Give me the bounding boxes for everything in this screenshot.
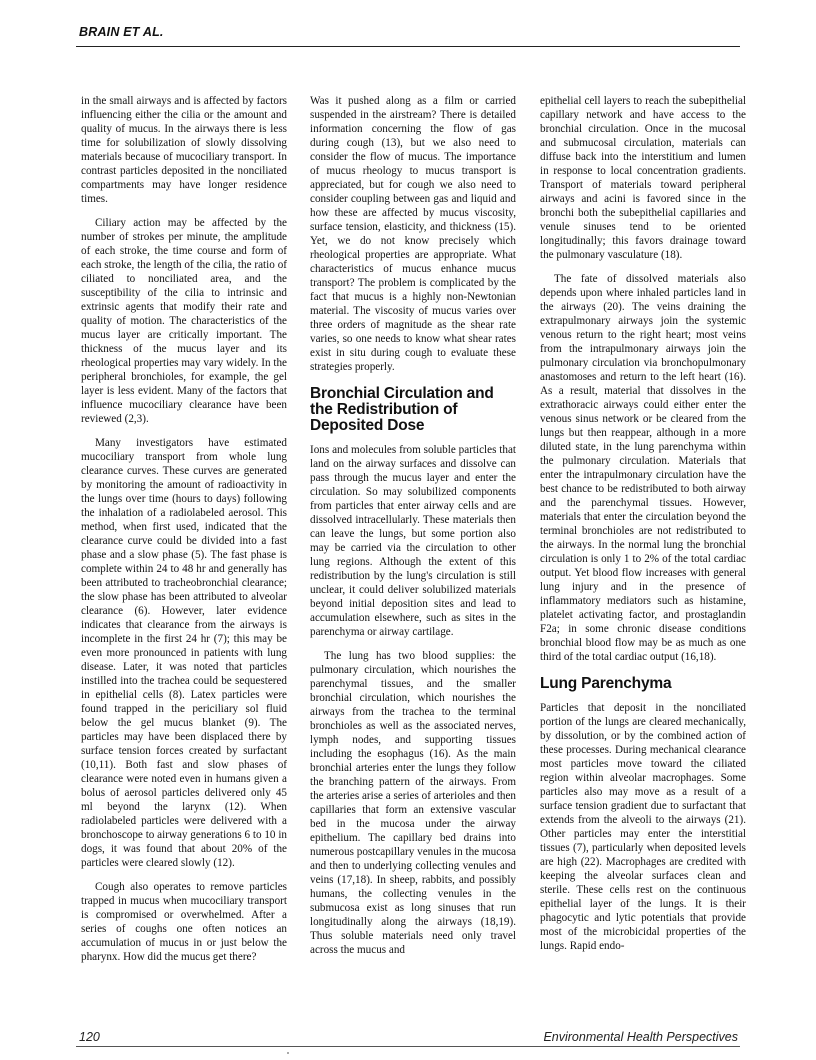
page-number: 120: [79, 1030, 100, 1044]
footer-rule: [76, 1046, 740, 1047]
section-heading: Bronchial Circulation and the Redistribution of Deposited Dose: [310, 385, 494, 434]
column-1: [81, 94, 287, 964]
paragraph: epithelial cell layers to reach the subepithelial capillary network and have access to the bronchial circulation. Once in the mucosal and submucosal circulation, materials can diffuse back into the interstitium and lumen in response to local concentration gradients. Transport of materials toward peripheral airways and acini is favored since in the bronchi both the subepithelial capillaries and venule sinuses tend to be oriented longitudinally; this favors drainage toward the pulmonary vasculature (18).: [540, 95, 746, 261]
paragraph: in the small airways and is affected by factors influencing either the cilia or the amount and quality of mucus. In the airways there is less time for solubilization of slowly dissolving materials because of mucociliary transport. In contrast particles deposited in the nonciliated compartments may have longer residence times.: [81, 95, 287, 205]
column-2: [310, 94, 516, 957]
column-3: [540, 94, 746, 953]
section-heading: Lung Parenchyma: [540, 675, 672, 692]
paragraph: The fate of dissolved materials also depends upon where inhaled particles land in the airways (20). The veins draining the extrapulmonary airways join the systemic venous return to the right heart; most veins from the intrapulmonary airways join the pulmonary circulation via bronchopulmonary anastomoses and return to the left heart (16). As a result, material that dissolves in the extrathoracic airways could either enter the venous sinus network or be cleared from the lungs but then reappear, although in a more diluted state, in the lung parenchyma within the pulmonary circulation. Materials that enter the intrapulmonary circulation have the best chance to be redistributed to both airway and the parenchymal tissues. However, materials that enter the circulation beyond the terminal bronchioles are not redistributed to the airways. In the normal lung the bronchial circulation is only 1 to 2% of the total cardiac output. Yet blood flow increases with general lung injury and in the presence of inflammatory mediators such as histamine, platelet activating factor, and prostaglandin F2a; in some chronic disease conditions bronchial blood flow may be as much as one third of the total cardiac output (16,18).: [540, 273, 746, 663]
running-head: BRAIN ET AL.: [79, 25, 164, 39]
paragraph: Ions and molecules from soluble particles that land on the airway surfaces and dissolve can pass through the mucus layer and enter the circulation. So may solubilized components from particles that enter airway cells and are dissolved intracellularly. These materials then can leave the lungs, but some portion also may be carried via the circulation to other lung regions. Although the extent of this redistribution by the lung's circulation is still unclear, it could deliver solubilized materials beyond initial deposition sites and lead to accumulation elsewhere, such as sites in the parenchyma or airway cartilage.: [310, 444, 516, 638]
paragraph: Cough also operates to remove particles trapped in mucus when mucociliary transport is compromised or overwhelmed. After a series of coughs one often notices an accumulation of mucus in or just below the pharynx. How did the mucus get there?: [81, 881, 287, 963]
paragraph: Many investigators have estimated mucociliary transport from whole lung clearance curves. These curves are generated by monitoring the amount of radioactivity in the lungs over time (hours to days) following the inhalation of a radiolabeled aerosol. This method, when first used, indicated that the clearance curve could be divided into a fast phase and a slow phase (5). The fast phase is complete within 24 to 48 hr and generally has been attributed to tracheobronchial clearance; the slow phase has been attributed to alveolar clearance (6). However, later evidence indicates that clearance from the airways is incomplete in the first 24 hr (7); this may be even more pronounced in patients with lung disease. Later, it was noted that particles instilled into the trachea could be sequestered in epithelial cells (8). Latex particles were found trapped in the periciliary sol fluid below the gel mucus blanket (9). The particles may have been displaced there by surface tension forces created by surfactant (10,11). Both fast and slow phases of clearance were noted even in humans given a bolus of aerosol particles delivered only 45 ml beyond the larynx (12). When radiolabeled particles were delivered with a bronchoscope to airway generations 6 to 10 in dogs, it was found that about 20% of the particles were cleared slowly (12).: [81, 437, 287, 869]
paragraph: The lung has two blood supplies: the pulmonary circulation, which nourishes the parenchymal tissues, and the smaller bronchial circulation, which nourishes the airways from the trachea to the terminal bronchioles as well as the associated nerves, lymph nodes, and supporting tissues including the esophagus (16). As the main bronchial arteries enter the lungs they follow the branching pattern of the airways. From the arteries arise a series of arterioles and then capillaries that form an extensive vascular bed in the mucosa under the airway epithelium. The capillary bed drains into numerous postcapillary venules in the mucosa and then to underlying collecting venules and veins (17,18). In sheep, rabbits, and possibly humans, the collecting venules in the submucosa exist as long sinuses that run longitudinally along the airways (18,19). Thus soluble materials need only travel across the mucus and: [310, 650, 517, 956]
paragraph: Particles that deposit in the nonciliated portion of the lungs are cleared mechanically, by dissolution, or by the combined action of these processes. During mechanical clearance most particles move toward the ciliated region within alveolar macrophages. Some particles also may move as a result of a surface tension gradient due to surfactant that extends from the alveoli to the airways (21). Other particles may enter the interstitial tissues (7), particularly when deposited levels are high (22). Macrophages are credited with keeping the alveolar surfaces clean and sterile. These cells rest on the continuous epithelial layer of the lungs. It is their phagocytic and lytic potentials that provide most of the microbicidal properties of the lungs. Rapid endo-: [540, 702, 746, 952]
paragraph: Ciliary action may be affected by the number of strokes per minute, the amplitude of each stroke, the time course and form of each stroke, the length of the cilia, the ratio of ciliated to nonciliated area, and the susceptibility of the cilia to intrinsic and extrinsic agents that modify their rate and quality of motion. The characteristics of the mucus layer are critically important. The thickness of the mucus layer and its rheological properties may vary widely. In the peripheral bronchioles, for example, the gel layer is less evident. Many of the factors that influence mucociliary clearance have been reviewed (2,3).: [81, 217, 287, 425]
journal-name: Environmental Health Perspectives: [543, 1030, 738, 1044]
paragraph: Was it pushed along as a film or carried suspended in the airstream? There is detailed information concerning the flow of gas during cough (13), but we also need to consider the flow of mucus. The importance of mucus rheology to mucus transport is appreciated, but for cough we also need to consider coupling between gas and liquid and how these are affected by mucus viscosity, surface tension, elasticity, and thickness (15). Yet, we do not know precisely which rheological properties are appropriate. What characteristics of mucus enhance mucus transport? The problem is complicated by the fact that mucus is a highly non-Newtonian material. The viscosity of mucus varies over three orders of magnitude as the shear rate varies, so one needs to know what shear rates exist in situ during cough to evaluate these strategies properly.: [310, 95, 516, 373]
scan-speck: [287, 1052, 289, 1054]
header-rule: [76, 46, 740, 47]
